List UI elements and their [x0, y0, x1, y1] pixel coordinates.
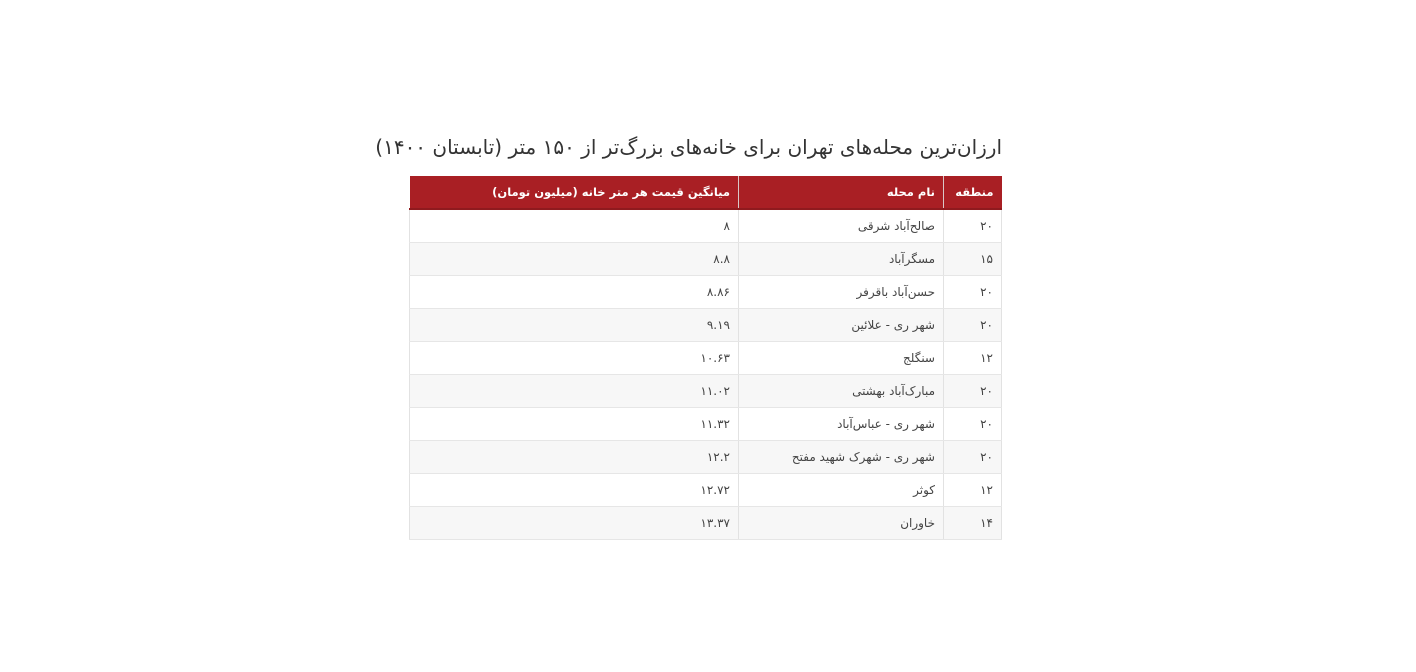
cell-price: ۸ [410, 209, 739, 243]
cell-neighborhood-name: صالح‌آباد شرقی [739, 209, 944, 243]
table-row [410, 474, 1002, 507]
cell-neighborhood-name: کوثر [739, 474, 944, 507]
table-row [410, 408, 1002, 441]
table-chart [375, 128, 1002, 540]
table-row [410, 441, 1002, 474]
cell-region: ۱۴ [944, 507, 1002, 540]
chart-title: ارزان‌ترین محله‌های تهران برای خانه‌های بزرگ‌تر از ۱۵۰ متر (تابستان ۱۴۰۰) [375, 135, 1002, 159]
cell-neighborhood-name: شهر ری - علائین [739, 309, 944, 342]
table-row [410, 309, 1002, 342]
table-row [410, 507, 1002, 540]
cell-neighborhood-name: حسن‌آباد باقرفر [739, 276, 944, 309]
cell-region: ۱۲ [944, 474, 1002, 507]
cell-region: ۲۰ [944, 441, 1002, 474]
cell-price: ۹.۱۹ [410, 309, 739, 342]
table-row [410, 276, 1002, 309]
cell-region: ۲۰ [944, 209, 1002, 243]
data-table [409, 176, 1002, 540]
cell-price: ۱۳.۳۷ [410, 507, 739, 540]
cell-region: ۲۰ [944, 375, 1002, 408]
cell-neighborhood-name: شهر ری - عباس‌آباد [739, 408, 944, 441]
cell-price: ۸.۸۶ [410, 276, 739, 309]
cell-region: ۱۵ [944, 243, 1002, 276]
cell-region: ۲۰ [944, 309, 1002, 342]
cell-neighborhood-name: شهر ری - شهرک شهید مفتح [739, 441, 944, 474]
column-header-region: منطقه [944, 176, 1002, 209]
cell-neighborhood-name: خاوران [739, 507, 944, 540]
cell-region: ۲۰ [944, 408, 1002, 441]
table-row [410, 209, 1002, 243]
cell-neighborhood-name: مبارک‌آباد بهشتی [739, 375, 944, 408]
header-row [410, 176, 1002, 209]
cell-price: ۱۲.۷۲ [410, 474, 739, 507]
cell-price: ۱۲.۲ [410, 441, 739, 474]
cell-region: ۱۲ [944, 342, 1002, 375]
cell-price: ۱۰.۶۳ [410, 342, 739, 375]
table-row [410, 375, 1002, 408]
cell-price: ۱۱.۰۲ [410, 375, 739, 408]
cell-price: ۸.۸ [410, 243, 739, 276]
table-row [410, 243, 1002, 276]
table-body [410, 209, 1002, 540]
cell-price: ۱۱.۳۲ [410, 408, 739, 441]
column-header-price: میانگین قیمت هر متر خانه (میلیون تومان) [410, 176, 739, 209]
column-header-name: نام محله [739, 176, 944, 209]
table-row [410, 342, 1002, 375]
cell-neighborhood-name: سنگلج [739, 342, 944, 375]
cell-neighborhood-name: مسگرآباد [739, 243, 944, 276]
cell-region: ۲۰ [944, 276, 1002, 309]
